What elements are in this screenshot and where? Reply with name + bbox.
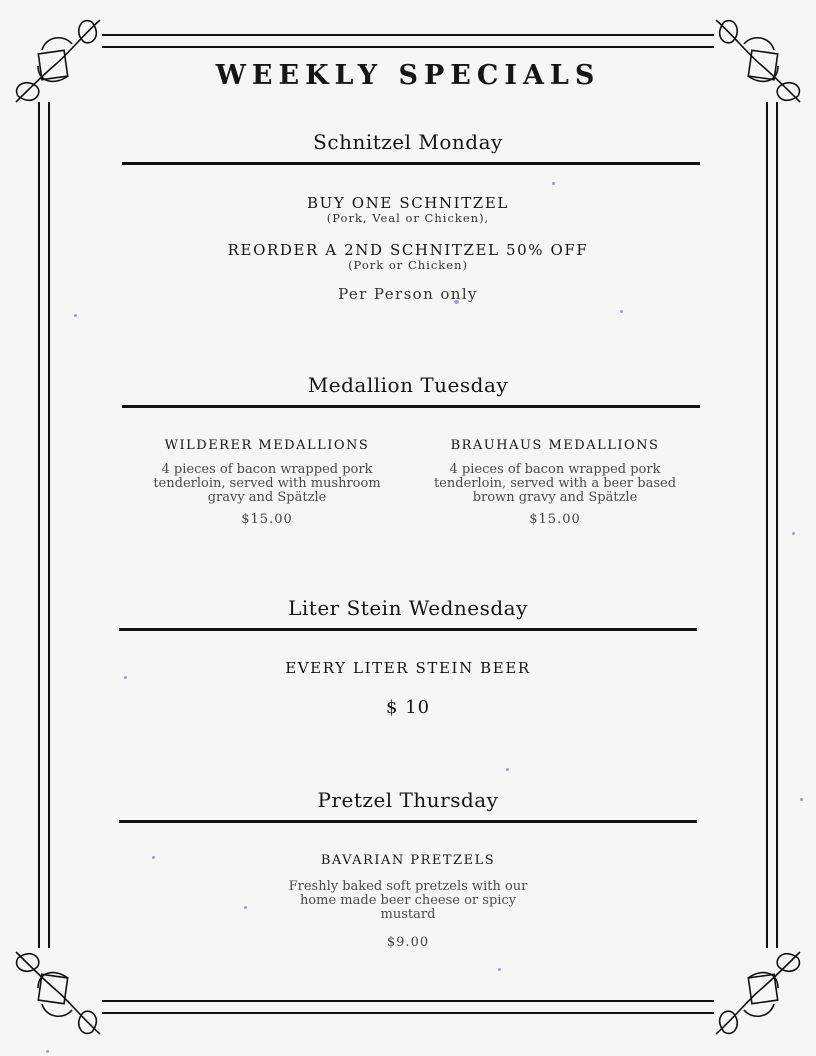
speckle xyxy=(552,182,555,185)
speckle xyxy=(792,532,795,535)
menu-item-name: EVERY LITER STEIN BEER xyxy=(285,659,531,677)
special-note: (Pork or Chicken) xyxy=(348,258,468,272)
speckle xyxy=(498,968,501,971)
corner-ornament-bottom-right xyxy=(712,946,804,1038)
menu-item-price: $9.00 xyxy=(386,935,430,950)
special-line: REORDER A 2ND SCHNITZEL 50% OFF xyxy=(227,241,589,259)
frame-top-outer xyxy=(102,34,714,36)
menu-item-description: Freshly baked soft pretzels with our home made beer cheese or spicy mustard xyxy=(288,879,528,922)
menu-item-price: $15.00 xyxy=(529,512,581,527)
menu-item-name: WILDERER MEDALLIONS xyxy=(164,438,370,453)
speckle xyxy=(506,768,509,771)
frame-right-inner xyxy=(766,102,768,948)
frame-left-outer xyxy=(38,102,40,948)
speckle xyxy=(244,906,247,909)
menu-item-price: $15.00 xyxy=(241,512,293,527)
special-note: (Pork, Veal or Chicken), xyxy=(326,211,490,225)
corner-ornament-bottom-left xyxy=(12,946,104,1038)
section-divider xyxy=(122,405,700,408)
section-divider xyxy=(122,162,700,165)
section-title-wednesday: Liter Stein Wednesday xyxy=(288,596,528,620)
menu-item-name: BRAUHAUS MEDALLIONS xyxy=(450,438,660,453)
menu-item-price: $ 10 xyxy=(385,697,431,718)
frame-bottom-inner xyxy=(102,1000,714,1002)
section-title-monday: Schnitzel Monday xyxy=(313,130,503,154)
page-title: WEEKLY SPECIALS xyxy=(215,60,601,91)
frame-bottom-outer xyxy=(102,1012,714,1014)
menu-item-name: BAVARIAN PRETZELS xyxy=(320,853,496,868)
special-line: BUY ONE SCHNITZEL xyxy=(307,194,509,212)
special-footer: Per Person only xyxy=(338,285,478,303)
frame-top-inner xyxy=(102,46,714,48)
frame-right-outer xyxy=(776,102,778,948)
frame-left-inner xyxy=(48,102,50,948)
speckle xyxy=(620,310,623,313)
speckle xyxy=(74,314,77,317)
speckle xyxy=(46,1050,49,1053)
menu-item-description: 4 pieces of bacon wrapped pork tenderloin, served with a beer based brown gravy and Spätzle xyxy=(433,462,677,505)
menu-item-description: 4 pieces of bacon wrapped pork tenderloin, served with mushroom gravy and Spätzle xyxy=(153,462,381,505)
section-divider xyxy=(119,628,697,631)
section-title-tuesday: Medallion Tuesday xyxy=(307,373,509,397)
section-divider xyxy=(119,820,697,823)
section-title-thursday: Pretzel Thursday xyxy=(317,788,499,812)
